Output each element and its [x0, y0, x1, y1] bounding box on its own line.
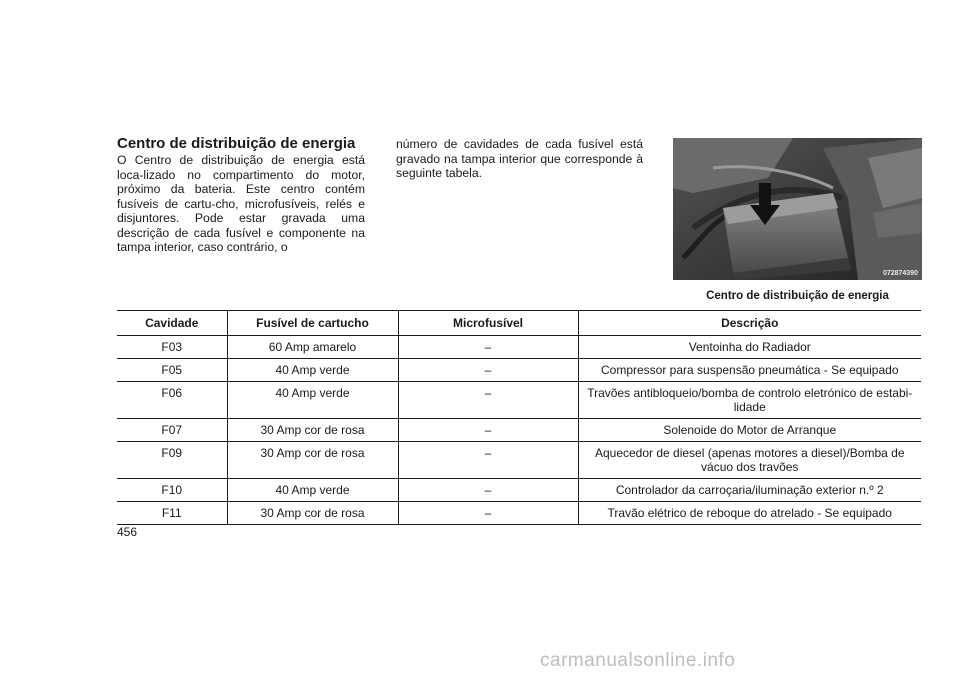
cell-micro-fuse: –: [398, 442, 578, 479]
cell-description: Solenoide do Motor de Arranque: [578, 419, 921, 442]
table-row: [117, 502, 921, 525]
cell-description: Travões antibloqueio/bomba de controlo eletrónico de estabi-lidade: [578, 382, 921, 419]
table-row: [117, 442, 921, 479]
cell-description: Aquecedor de diesel (apenas motores a diesel)/Bomba de vácuo dos travões: [578, 442, 921, 479]
cell-cartridge-fuse: 30 Amp cor de rosa: [227, 502, 398, 525]
cell-cavity: F06: [117, 382, 227, 419]
cell-micro-fuse: –: [398, 336, 578, 359]
fuse-table: [117, 310, 921, 525]
cell-micro-fuse: –: [398, 502, 578, 525]
cell-micro-fuse: –: [398, 479, 578, 502]
table-row: [117, 359, 921, 382]
cell-cartridge-fuse: 30 Amp cor de rosa: [227, 442, 398, 479]
cell-cartridge-fuse: 40 Amp verde: [227, 382, 398, 419]
section-title: Centro de distribuição de energia: [117, 135, 356, 152]
header-descricao: Descrição: [578, 311, 921, 336]
cell-cavity: F03: [117, 336, 227, 359]
header-fusivel-cartucho: Fusível de cartucho: [227, 311, 398, 336]
cell-cavity: F09: [117, 442, 227, 479]
page-number: 456: [117, 525, 138, 539]
header-microfusivel: Microfusível: [398, 311, 578, 336]
cell-description: Ventoinha do Radiador: [578, 336, 921, 359]
cell-micro-fuse: –: [398, 419, 578, 442]
cell-cavity: F11: [117, 502, 227, 525]
table-row: [117, 336, 921, 359]
cell-description: Travão elétrico de reboque do atrelado - Se equipado: [578, 502, 921, 525]
cell-cavity: F10: [117, 479, 227, 502]
table-row: [117, 419, 921, 442]
cell-cavity: F07: [117, 419, 227, 442]
cell-cartridge-fuse: 60 Amp amarelo: [227, 336, 398, 359]
down-arrow-icon: [750, 183, 780, 225]
header-cavidade: Cavidade: [117, 311, 227, 336]
figure-caption: Centro de distribuição de energia: [706, 290, 889, 302]
cell-cartridge-fuse: 30 Amp cor de rosa: [227, 419, 398, 442]
table-row: [117, 479, 921, 502]
intro-paragraph-left: O Centro de distribuição de energia está loca-lizado no compartimento do motor, próximo da bateria. Este centro contém fusíveis de cartu-cho, microfusíveis, relés e disjuntores. Pode estar gravada uma descrição de cada fusível e componente na tampa interior, caso contrário, o: [117, 153, 365, 254]
intro-paragraph-right: número de cavidades de cada fusível está gravado na tampa interior que corresponde à seguinte tabela.: [396, 137, 643, 180]
table-header-row: [117, 311, 921, 336]
cell-description: Controlador da carroçaria/iluminação exterior n.º 2: [578, 479, 921, 502]
engine-bay-photo: [673, 138, 922, 280]
cell-micro-fuse: –: [398, 382, 578, 419]
cell-micro-fuse: –: [398, 359, 578, 382]
cell-cartridge-fuse: 40 Amp verde: [227, 479, 398, 502]
cell-cartridge-fuse: 40 Amp verde: [227, 359, 398, 382]
cell-cavity: F05: [117, 359, 227, 382]
watermark: carmanualsonline.info: [540, 650, 736, 671]
table-row: [117, 382, 921, 419]
figure-id-label: 072874390: [882, 270, 918, 277]
cell-description: Compressor para suspensão pneumática - Se equipado: [578, 359, 921, 382]
